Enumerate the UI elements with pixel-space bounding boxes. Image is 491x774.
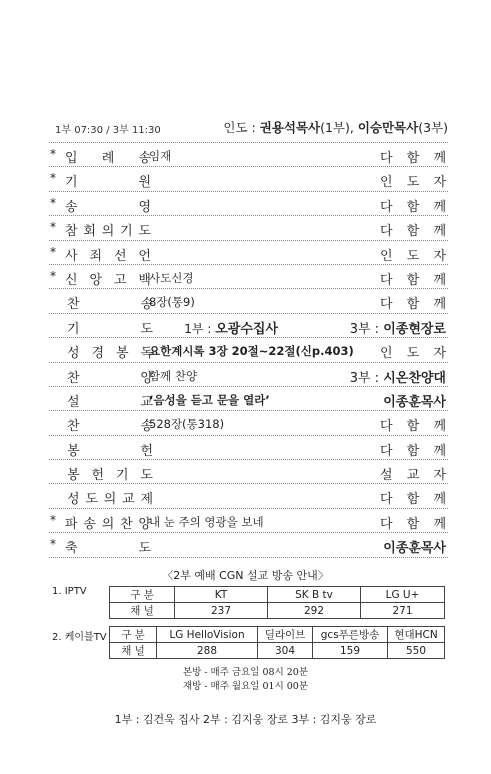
- participant-char: 다: [380, 492, 393, 508]
- title-char: 도: [138, 541, 151, 557]
- title-char: 도: [140, 321, 153, 337]
- title-char: 기: [67, 321, 80, 337]
- title-char: 제: [140, 492, 153, 508]
- iptv-header-cell: SK B tv: [268, 587, 361, 603]
- title-char: 앙: [89, 272, 103, 288]
- order-item-title: [65, 513, 151, 532]
- standing-mark: *: [50, 512, 56, 527]
- order-item-leader: [350, 318, 446, 337]
- leader-prefix: 3부 :: [349, 370, 384, 386]
- order-item-leader: 이종훈목사: [383, 541, 446, 557]
- order-item-participant: [380, 245, 446, 264]
- order-item-participant: [380, 342, 446, 361]
- cable-cell: 288: [157, 643, 258, 659]
- participant-char: 자: [433, 248, 446, 264]
- title-char: 참: [65, 224, 78, 240]
- order-item-detail: ‘음성을 듣고 문을 열라’: [149, 392, 270, 407]
- title-char: 언: [138, 248, 151, 264]
- title-char: 죄: [89, 248, 103, 264]
- order-row: [49, 288, 448, 312]
- participant-char: 도: [406, 175, 420, 191]
- participant-char: 께: [433, 443, 446, 459]
- order-item-title: [67, 293, 153, 312]
- order-row: [49, 386, 448, 410]
- cable-cell: 159: [313, 643, 388, 659]
- cable-header-cell: 구 분: [110, 627, 157, 643]
- order-item-title: [67, 342, 153, 361]
- title-char: 의: [101, 224, 115, 240]
- title-char: 송: [140, 419, 153, 435]
- title-char: 도: [138, 224, 151, 240]
- participant-char: 다: [380, 297, 393, 313]
- iptv-cell: 292: [268, 603, 361, 619]
- order-item-title: [65, 245, 151, 264]
- participant-char: 함: [406, 492, 420, 508]
- order-row: [49, 459, 448, 483]
- order-item-participant: [380, 220, 446, 239]
- title-char: 원: [138, 175, 151, 191]
- broadcast-schedule-main: 본방 - 매주 금요일 08시 20분: [182, 667, 309, 678]
- order-row: [49, 508, 448, 532]
- title-char: 의: [101, 516, 115, 532]
- order-item-detail: 임재: [149, 149, 172, 163]
- cable-header-cell: 딜라이브: [258, 627, 313, 643]
- order-item-title: [65, 147, 151, 166]
- order-item-participant: [380, 293, 446, 312]
- worship-order-list: [49, 142, 448, 558]
- order-row: [49, 313, 448, 337]
- iptv-header-cell: KT: [175, 587, 268, 603]
- title-char: 성: [67, 346, 80, 362]
- iptv-cell: 채 널: [110, 603, 175, 619]
- participant-char: 도: [406, 346, 420, 362]
- order-item-detail: 내 눈 주의 영광을 보네: [149, 514, 264, 529]
- participant-char: 인: [380, 248, 393, 264]
- title-char: 교: [122, 492, 135, 508]
- order-item-detail: 사도신경: [149, 270, 194, 285]
- participant-char: 다: [380, 443, 393, 459]
- order-item-detail: 함께 찬양: [149, 368, 198, 383]
- standing-mark: *: [50, 537, 56, 552]
- order-item-detail: 528장(통318): [149, 417, 225, 432]
- participant-char: 다: [380, 151, 393, 166]
- order-item-title: [65, 537, 151, 556]
- participant-char: 함: [406, 297, 420, 313]
- title-char: 봉: [67, 468, 80, 484]
- iptv-table: [109, 586, 445, 619]
- cable-header-cell: 현대HCN: [388, 627, 445, 643]
- order-row: [49, 166, 448, 190]
- order-row: [49, 142, 448, 166]
- title-char: 기: [120, 224, 133, 240]
- order-item-participant: [380, 147, 446, 166]
- participant-char: 께: [433, 419, 446, 435]
- title-char: 도: [85, 492, 98, 508]
- title-char: 경: [91, 346, 105, 362]
- order-item-participant: [380, 464, 446, 483]
- participant-char: 다: [380, 419, 393, 435]
- title-char: 영: [138, 199, 151, 215]
- participant-char: 다: [380, 224, 393, 240]
- title-char: 기: [115, 468, 129, 484]
- participant-char: 께: [433, 516, 446, 532]
- order-item-leader-1: [184, 318, 278, 337]
- iptv-header-cell: LG U+: [361, 587, 445, 603]
- title-char: 기: [65, 175, 78, 191]
- participant-char: 함: [406, 272, 420, 288]
- title-char: 송: [83, 516, 96, 532]
- participant-char: 께: [433, 199, 446, 215]
- cable-cell: 채 널: [110, 643, 157, 659]
- title-char: 양: [140, 370, 153, 386]
- leader-name: 오광수집사: [215, 321, 278, 337]
- participant-char: 함: [406, 516, 420, 532]
- iptv-cell: 237: [175, 603, 268, 619]
- participant-char: 께: [433, 272, 446, 288]
- cable-label: 2. 케이블TV: [52, 632, 107, 643]
- title-char: 헌: [140, 443, 153, 459]
- order-item-title: [67, 415, 153, 434]
- order-item-participant: [380, 440, 446, 459]
- title-char: 회: [83, 224, 96, 240]
- cable-header-cell: LG HelloVision: [157, 627, 258, 643]
- usher-info: 1부 : 김건욱 집사 2부 : 김지웅 장로 3부 : 김지웅 장로: [114, 713, 377, 726]
- title-char: 찬: [67, 419, 80, 435]
- service-header: [55, 118, 448, 138]
- standing-mark: *: [50, 244, 56, 259]
- order-row: [49, 483, 448, 507]
- title-char: 백: [138, 272, 151, 288]
- participant-char: 함: [406, 151, 420, 166]
- participant-char: 께: [433, 492, 446, 508]
- order-item-participant: [380, 488, 446, 507]
- title-char: 축: [65, 541, 78, 557]
- title-char: 헌: [91, 468, 105, 484]
- title-char: 고: [113, 272, 127, 288]
- participant-char: 께: [433, 297, 446, 313]
- order-row: [49, 264, 448, 288]
- order-item-title: [67, 488, 153, 507]
- title-char: 신: [65, 272, 78, 288]
- order-item-title: [67, 318, 153, 337]
- order-item-title: [65, 171, 151, 190]
- order-item-leader: 이종훈목사: [383, 394, 446, 410]
- leader-name: 이종현장로: [383, 321, 446, 337]
- participant-char: 함: [406, 199, 420, 215]
- order-row: [49, 240, 448, 264]
- standing-mark: *: [50, 195, 56, 210]
- order-row: [49, 410, 448, 434]
- title-char: 교: [140, 394, 153, 410]
- title-char: 의: [103, 492, 117, 508]
- participant-char: 께: [433, 224, 446, 240]
- title-char: 도: [140, 468, 153, 484]
- order-item-title: [67, 440, 153, 459]
- participant-char: 도: [406, 248, 420, 264]
- participant-char: 다: [380, 272, 393, 288]
- order-row: [49, 191, 448, 215]
- title-char: 양: [138, 516, 151, 532]
- participant-char: 자: [433, 346, 446, 362]
- title-char: 성: [67, 492, 80, 508]
- standing-mark: *: [50, 171, 56, 186]
- order-item-participant: [380, 513, 446, 532]
- title-char: 독: [140, 346, 153, 362]
- participant-char: 께: [433, 151, 446, 166]
- order-item-title: [67, 367, 153, 386]
- order-item-title: [67, 464, 153, 483]
- order-item-participant: [380, 171, 446, 190]
- order-row: [49, 215, 448, 239]
- iptv-channel-row: [110, 603, 445, 619]
- cable-header-row: [110, 627, 445, 643]
- participant-char: 다: [380, 516, 393, 532]
- officiant-info: 인도 : 권용석목사(1부), 이승만목사(3부): [223, 120, 448, 135]
- participant-char: 다: [380, 199, 393, 215]
- title-char: 송: [140, 297, 153, 313]
- title-char: 찬: [67, 370, 80, 386]
- service-times: 1부 07:30 / 3부 11:30: [55, 125, 161, 136]
- participant-char: 설: [380, 468, 393, 484]
- title-char: 봉: [67, 443, 80, 459]
- participant-char: 자: [433, 468, 446, 484]
- order-row: [49, 362, 448, 386]
- broadcast-title: 〈2부 예배 CGN 설교 방송 안내〉: [162, 569, 329, 582]
- cable-table: [109, 626, 445, 659]
- iptv-cell: 271: [361, 603, 445, 619]
- order-item-title: [65, 220, 151, 239]
- standing-mark: *: [50, 268, 56, 283]
- participant-char: 인: [380, 175, 393, 191]
- cable-cell: 304: [258, 643, 313, 659]
- order-item-detail: 8장(통9): [149, 295, 195, 310]
- order-row: [49, 532, 448, 557]
- participant-char: 함: [406, 419, 420, 435]
- broadcast-schedule-rerun: 재방 - 매주 월요일 01시 00분: [182, 681, 309, 692]
- title-char: 송: [65, 199, 78, 215]
- participant-char: 함: [406, 224, 420, 240]
- title-char: 선: [113, 248, 127, 264]
- leader-name: 시온찬양대: [383, 370, 446, 386]
- title-char: 봉: [115, 346, 129, 362]
- title-char: 찬: [120, 516, 133, 532]
- order-item-title: [65, 269, 151, 288]
- title-char: 사: [65, 248, 78, 264]
- order-row: [49, 435, 448, 459]
- title-char: 설: [67, 394, 80, 410]
- title-char: 송: [138, 151, 151, 166]
- order-item-participant: [380, 269, 446, 288]
- iptv-label: 1. IPTV: [52, 586, 87, 597]
- participant-char: 인: [380, 346, 393, 362]
- title-char: 례: [101, 151, 115, 166]
- title-char: 입: [65, 151, 78, 166]
- order-row: [49, 337, 448, 361]
- participant-char: 교: [406, 468, 420, 484]
- cable-header-cell: gcs푸른방송: [313, 627, 388, 643]
- standing-mark: *: [50, 147, 56, 161]
- order-item-title: [65, 196, 151, 215]
- order-item-title: [67, 391, 153, 410]
- iptv-header-cell: 구 분: [110, 587, 175, 603]
- participant-char: 자: [433, 175, 446, 191]
- title-char: 찬: [67, 297, 80, 313]
- leader-prefix: 3부 :: [349, 321, 384, 337]
- title-char: 파: [65, 516, 78, 532]
- cable-channel-row: [110, 643, 445, 659]
- order-item-leader: [350, 367, 446, 386]
- standing-mark: *: [50, 220, 56, 235]
- order-item-participant: [380, 415, 446, 434]
- participant-char: 함: [406, 443, 420, 459]
- order-item-participant: [380, 196, 446, 215]
- iptv-header-row: [110, 587, 445, 603]
- cable-cell: 550: [388, 643, 445, 659]
- order-item-detail: 요한계시록 3장 20절~22절(신p.403): [149, 344, 354, 359]
- leader-prefix: 1부 :: [184, 321, 216, 336]
